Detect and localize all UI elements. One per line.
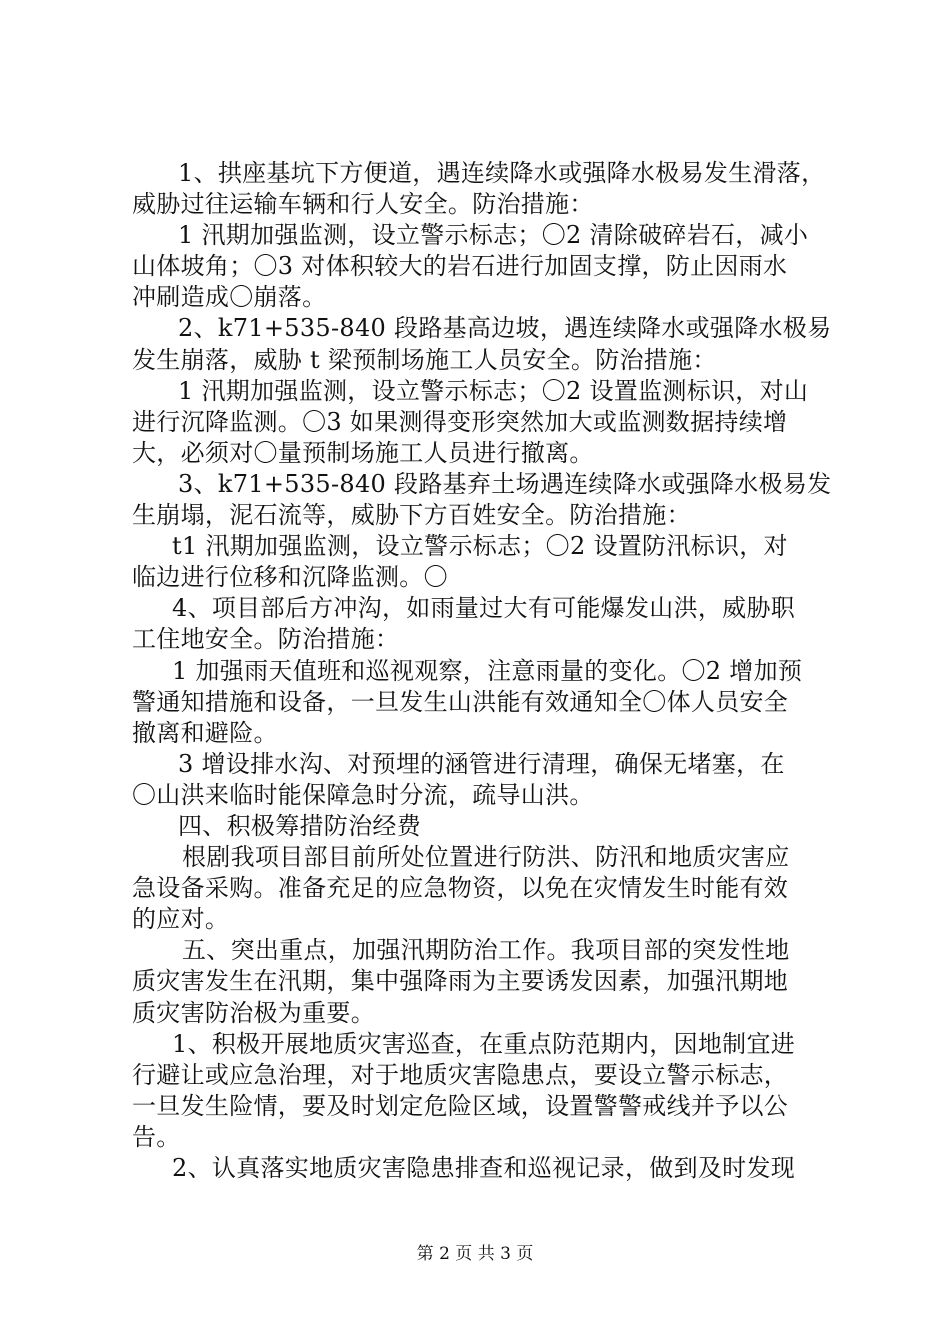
text-line: 一旦发生险情，要及时划定危险区域，设置警警戒线并予以公 bbox=[132, 1092, 789, 1120]
text-line: 3、k71+535-840 段路基弃土场遇连续降水或强降水极易发 bbox=[178, 470, 832, 498]
text-line: 1、积极开展地质灾害巡查，在重点防范期内，因地制宜进 bbox=[172, 1030, 796, 1058]
text-line: 进行沉降监测。〇3 如果测得变形突然加大或监测数据持续增 bbox=[132, 408, 788, 436]
text-line: 〇山洪来临时能保障急时分流，疏导山洪。 bbox=[132, 781, 594, 809]
text-line: 根剧我项目部目前所处位置进行防洪、防汛和地质灾害应 bbox=[182, 843, 790, 871]
text-line: 大，必须对〇量预制场施工人员进行撤离。 bbox=[132, 439, 594, 467]
text-line: 威胁过往运输车辆和行人安全。防治措施： bbox=[132, 190, 594, 218]
text-line: 冲刷造成〇崩落。 bbox=[132, 283, 327, 311]
text-line: 1 汛期加强监测，设立警示标志；〇2 清除破碎岩石，减小 bbox=[178, 221, 809, 249]
text-line: 4、项目部后方冲沟，如雨量过大有可能爆发山洪，威胁职 bbox=[172, 594, 796, 622]
text-line: 质灾害防治极为重要。 bbox=[132, 999, 375, 1027]
text-line: 临边进行位移和沉降监测。〇 bbox=[132, 563, 448, 591]
text-line: 1 加强雨天值班和巡视观察，注意雨量的变化。〇2 增加预 bbox=[172, 657, 803, 685]
text-line: 警通知措施和设备，一旦发生山洪能有效通知全〇体人员安全 bbox=[132, 688, 789, 716]
text-line: 行避让或应急治理，对于地质灾害隐患点，要设立警示标志， bbox=[132, 1061, 789, 1089]
page-footer: 第 2 页 共 3 页 bbox=[416, 1244, 534, 1264]
text-line: 1 汛期加强监测，设立警示标志；〇2 设置监测标识，对山 bbox=[178, 377, 809, 405]
text-line: 四、积极筹措防治经费 bbox=[178, 812, 421, 840]
text-line: 撤离和避险。 bbox=[132, 719, 278, 747]
text-line: 发生崩落，威胁 t 梁预制场施工人员安全。防治措施： bbox=[132, 346, 717, 374]
text-line: 3 增设排水沟、对预埋的涵管进行清理，确保无堵塞，在 bbox=[178, 750, 785, 778]
text-line: 山体坡角；〇3 对体积较大的岩石进行加固支撑，防止因雨水 bbox=[132, 252, 788, 280]
text-line: 五、突出重点，加强汛期防治工作。我项目部的突发性地 bbox=[182, 936, 790, 964]
text-line: 工住地安全。防治措施： bbox=[132, 625, 400, 653]
text-line: 的应对。 bbox=[132, 905, 230, 933]
text-line: 1、拱座基坑下方便道，遇连续降水或强降水极易发生滑落， bbox=[178, 159, 826, 187]
text-line: 生崩塌，泥石流等，威胁下方百姓安全。防治措施： bbox=[132, 501, 691, 529]
text-line: 急设备采购。准备充足的应急物资，以免在灾情发生时能有效 bbox=[132, 874, 789, 902]
text-line: 质灾害发生在汛期，集中强降雨为主要诱发因素，加强汛期地 bbox=[132, 967, 789, 995]
text-line: 2、认真落实地质灾害隐患排查和巡视记录，做到及时发现 bbox=[172, 1154, 796, 1182]
text-line: t1 汛期加强监测，设立警示标志；〇2 设置防汛标识，对 bbox=[172, 532, 788, 560]
text-line: 告。 bbox=[132, 1123, 181, 1151]
text-line: 2、k71+535-840 段路基高边坡，遇连续降水或强降水极易 bbox=[178, 314, 832, 342]
